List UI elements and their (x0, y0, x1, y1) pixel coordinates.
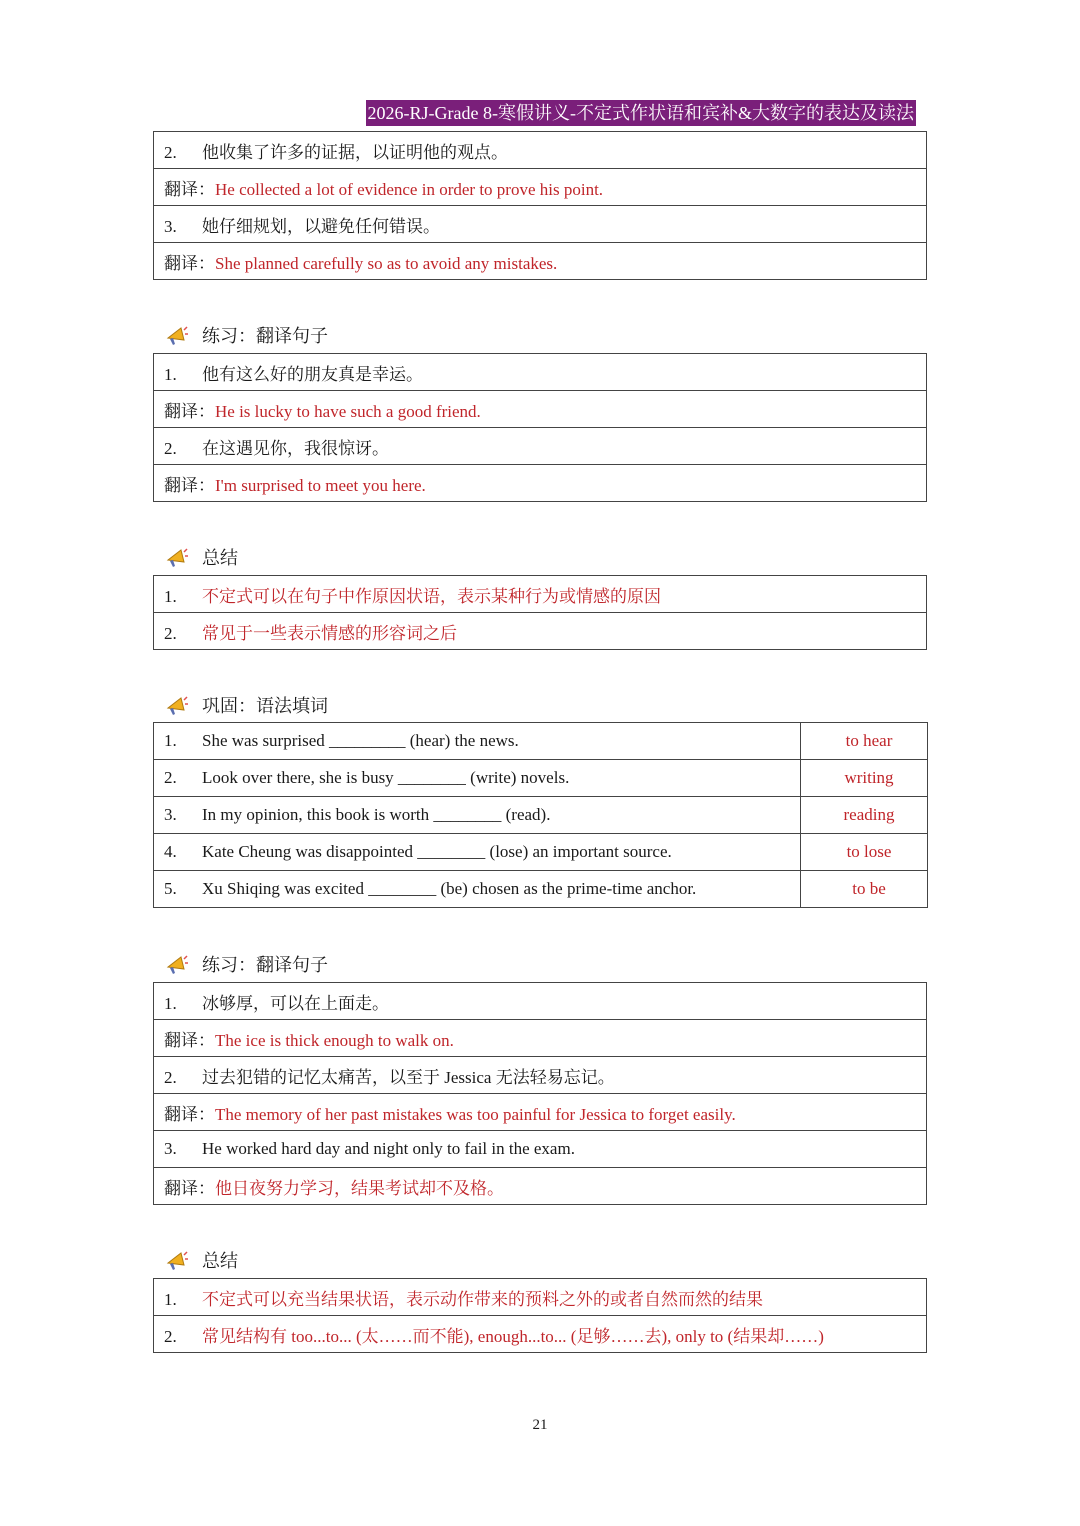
translation-answer: The memory of her past mistakes was too painful for Jessica to forget easily. (215, 1104, 736, 1124)
megaphone-icon (165, 546, 189, 570)
item-text: Kate Cheung was disappointed ________ (lose) an important source. (202, 842, 672, 861)
item-number: 2. (164, 768, 177, 787)
table-row (154, 871, 928, 908)
answer-cell: to be (801, 871, 928, 908)
summary-table-2 (153, 1278, 927, 1353)
fill-in-table (153, 722, 928, 908)
summary-text: 不定式可以充当结果状语，表示动作带来的预料之外的或者自然而然的结果 (202, 1289, 763, 1309)
table-row (154, 428, 927, 465)
item-number: 1. (164, 1289, 177, 1309)
translation-answer: She planned carefully so as to avoid any mistakes. (215, 253, 558, 273)
megaphone-icon (165, 324, 189, 348)
item-number: 1. (164, 364, 177, 384)
translation-answer: The ice is thick enough to walk on. (215, 1030, 454, 1050)
table-row (154, 1057, 927, 1094)
table-row (154, 834, 928, 871)
item-text: He worked hard day and night only to fail in the exam. (202, 1139, 575, 1158)
translation-label: 翻译： (164, 401, 215, 421)
section-summary-1 (165, 544, 238, 570)
document-header: 2026-RJ-Grade 8-寒假讲义-不定式作状语和宾补&大数字的表达及读法 (366, 100, 916, 126)
item-text: She was surprised _________ (hear) the news. (202, 731, 519, 750)
table-row (154, 1131, 927, 1168)
table-row (154, 465, 927, 502)
item-number: 1. (164, 731, 177, 750)
table-row (154, 1279, 927, 1316)
table-row (154, 1316, 927, 1353)
item-text: 他收集了许多的证据，以证明他的观点。 (202, 142, 508, 162)
item-text: In my opinion, this book is worth ________ (read). (202, 805, 551, 824)
item-number: 2. (164, 1326, 177, 1346)
item-text: 她仔细规划，以避免任何错误。 (202, 216, 440, 236)
table-row (154, 354, 927, 391)
translation-label: 翻译： (164, 1030, 215, 1050)
translation-answer: I'm surprised to meet you here. (215, 475, 426, 495)
item-number: 2. (164, 438, 177, 458)
megaphone-icon (165, 953, 189, 977)
answer-cell: writing (801, 760, 928, 797)
table-row (154, 576, 927, 613)
translation-label: 翻译： (164, 179, 215, 199)
section-practice-2 (165, 951, 328, 977)
item-number: 3. (164, 1139, 177, 1158)
translation-answer: He collected a lot of evidence in order to prove his point. (215, 179, 604, 199)
table-row (154, 613, 927, 650)
item-number: 1. (164, 586, 177, 606)
translation-answer: He is lucky to have such a good friend. (215, 401, 481, 421)
megaphone-icon (165, 694, 189, 718)
section-title: 练习：翻译句子 (202, 955, 328, 975)
item-number: 1. (164, 993, 177, 1013)
section-summary-2 (165, 1247, 238, 1273)
megaphone-icon (165, 1249, 189, 1273)
item-number: 3. (164, 805, 177, 824)
table-row (154, 797, 928, 834)
translation-label: 翻译： (164, 1104, 215, 1124)
summary-table-1 (153, 575, 927, 650)
table-row (154, 723, 928, 760)
item-number: 5. (164, 879, 177, 898)
section-title: 巩固：语法填词 (202, 696, 328, 716)
translation-label: 翻译： (164, 253, 215, 273)
summary-text: 常见结构有 too...to... (太……而不能), enough...to... (足够……去), only to (结果却……) (202, 1326, 824, 1346)
translation-table-3 (153, 982, 927, 1205)
item-number: 2. (164, 142, 177, 162)
answer-cell: to lose (801, 834, 928, 871)
summary-text: 常见于一些表示情感的形容词之后 (202, 623, 457, 643)
summary-text: 不定式可以在句子中作原因状语，表示某种行为或情感的原因 (202, 586, 661, 606)
item-text: 过去犯错的记忆太痛苦，以至于 Jessica 无法轻易忘记。 (202, 1067, 615, 1087)
table-row (154, 206, 927, 243)
item-text: 冰够厚，可以在上面走。 (202, 993, 389, 1013)
answer-cell: reading (801, 797, 928, 834)
item-number: 2. (164, 1067, 177, 1087)
table-row (154, 1094, 927, 1131)
section-title: 练习：翻译句子 (202, 326, 328, 346)
table-row (154, 1020, 927, 1057)
item-text: Xu Shiqing was excited ________ (be) chosen as the prime-time anchor. (202, 879, 697, 898)
answer-cell: to hear (801, 723, 928, 760)
section-title: 总结 (202, 1251, 238, 1271)
translation-answer: 他日夜努力学习，结果考试却不及格。 (215, 1178, 504, 1198)
item-text: 他有这么好的朋友真是幸运。 (202, 364, 423, 384)
translation-table-2 (153, 353, 927, 502)
translation-table-1 (153, 131, 927, 280)
item-number: 2. (164, 623, 177, 643)
item-number: 3. (164, 216, 177, 236)
table-row (154, 391, 927, 428)
item-text: 在这遇见你，我很惊讶。 (202, 438, 389, 458)
table-row (154, 169, 927, 206)
table-row (154, 1168, 927, 1205)
item-text: Look over there, she is busy ________ (write) novels. (202, 768, 570, 787)
table-row (154, 132, 927, 169)
translation-label: 翻译： (164, 1178, 215, 1198)
translation-label: 翻译： (164, 475, 215, 495)
section-practice-1 (165, 322, 328, 348)
section-title: 总结 (202, 548, 238, 568)
table-row (154, 983, 927, 1020)
table-row (154, 243, 927, 280)
section-consolidation (165, 692, 328, 718)
item-number: 4. (164, 842, 177, 861)
table-row (154, 760, 928, 797)
page-number: 21 (532, 1417, 548, 1433)
